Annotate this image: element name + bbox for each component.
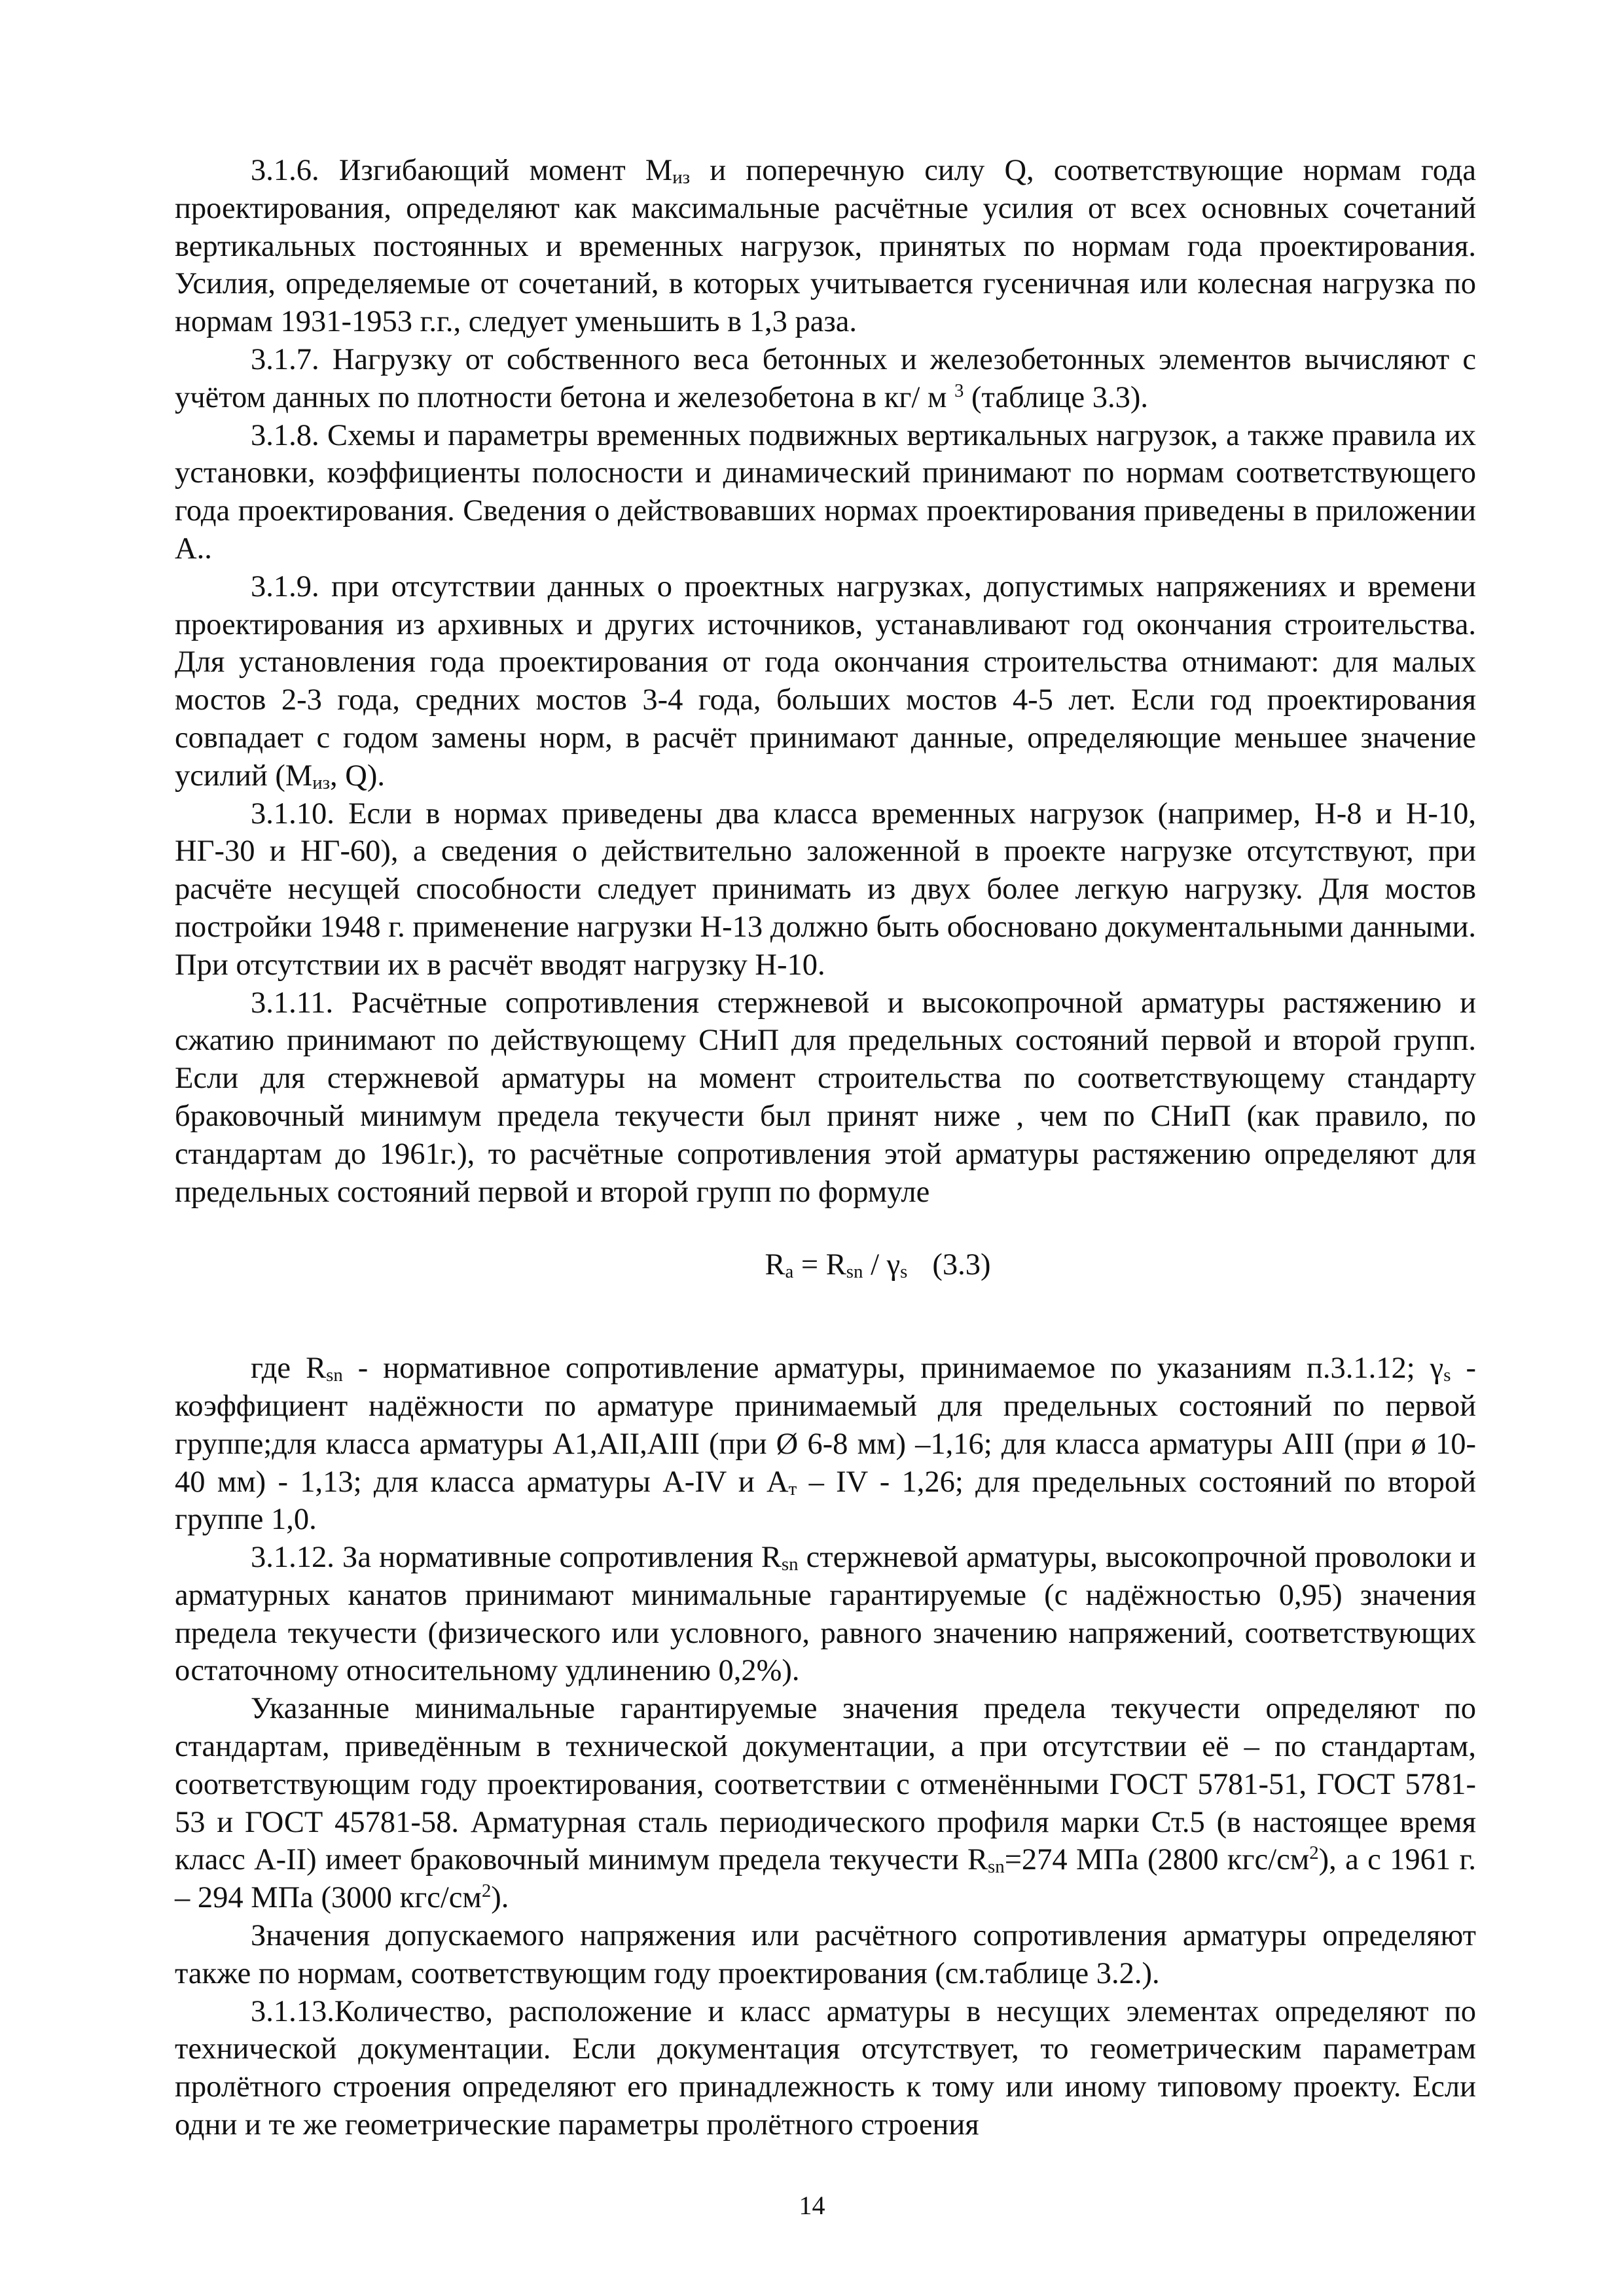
symbol-r-sn: $R_{sn}$ [967,1843,1005,1878]
text-run: (таблице 3.3). [964,380,1149,414]
paragraph-3-1-9 [175,568,1476,795]
paragraph-min-values: Указанные минимальные гарантируемые значения предела текучести определяют по стандартам, приведённым в технической документации, а при отсутствии её – по стандартам, соответствующим году проектирования, соответствии с отменёнными ГОСТ 5781-51, ГОСТ 5781-53 и ГОСТ 45781-58. Арматурная сталь периодического профиля марки Ст.5 (в настоящее время класс А-II) имеет браковочный минимум предела текучести $R_{sn}=274$ МПа (2800 кгс/$см^2$), а с 1961 г. – 294 МПа (3000 кгс/$см^2$). [175,1692,1477,1915]
symbol-a-t: $А_т$ [767,1465,797,1499]
paragraph-3-1-11: 3.1.11. Расчётные сопротивления стержневой и высокопрочной арматуры растяжению и сжатию принимают по действующему СНиП для предельных состояний первой и второй групп. Если для стержневой арматуры на момент строительства по соответствующему стандарту браковочный минимум предела текучести был принят ниже , чем по СНиП (как правило, по стандартам до 1961г.), то расчётные сопротивления этой арматуры растяжению определяют для предельных состояний первой и второй групп по формуле [175,986,1476,1209]
superscript-3: 3 [954,380,964,401]
body-text [175,152,1476,2144]
paragraph-3-1-12: 3.1.12. За нормативные сопротивления $R_{sn}$ стержневой арматуры, высокопрочной проволоки и арматурных канатов принимают минимальные гарантируемые (с надёжностью 0,95) значения предела текучести (физического или условного, равного значению напряжений, соответствующих остаточному относительному удлинению 0,2%). [175,1541,1476,1688]
text-run: 3.1.7. Нагрузку от собственного веса бетонных и железобетонных элементов вычисляют с учётом данных по плотности бетона и железобетона в кг/ м [175,342,1476,414]
formula-3-3: $R_a = R_{sn} / \gamma_s$ (3.3) [765,1248,991,1283]
paragraph-3-1-6 [175,152,1476,341]
text-run: 3.1.6. Изгибающий момент [251,154,645,187]
text-run: , Q). [330,759,385,793]
page-number: 14 [799,2191,825,2220]
symbol-m-iz: $M_{из}$ [285,759,331,793]
symbol-m-iz: $M_{из}$ [645,154,691,188]
paragraph-3-1-7 [175,341,1476,417]
paragraph-where: где $R_{sn}$ - нормативное сопротивление арматуры, принимаемое по указаниям п.3.1.12; $\gamma_s$ - коэффициент надёжности по арматуре принимаемый для предельных состояний по первой группе;для класса арматуры А1,АII,АIII (при Ø 6-8 мм) –1,16; для класса арматуры АIII (при ø 10-40 мм) - 1,13; для класса арматуры А-IV и $А_т$ – IV - 1,26; для предельных состояний по второй группе 1,0. [175,1352,1476,1537]
formula-number: (3.3) [932,1248,991,1282]
symbol-r-sn: $R_{sn}$ [306,1352,343,1386]
paragraph-3-1-10: 3.1.10. Если в нормах приведены два класса временных нагрузок (например, Н-8 и Н-10, НГ-30 и НГ-60), а сведения о действительно заложенной в проекте нагрузке отсутствуют, при расчёте несущей способности следует принимать из двух более легкую нагрузку. Для мостов постройки 1948 г. применение нагрузки Н-13 должно быть обосновано документальными данными. При отсутствии их в расчёт вводят нагрузку Н-10. [175,797,1476,982]
paragraph-3-1-8: 3.1.8. Схемы и параметры временных подвижных вертикальных нагрузок, а также правила их установки, коэффициенты полосности и динамический принимают по нормам соответствующего года проектирования. Сведения о действовавших нормах проектирования приведены в приложении А.. [175,418,1476,565]
paragraph-3-1-13: 3.1.13.Количество, расположение и класс арматуры в несущих элементах определяют по технической документации. Если документация отсутствует, то геометрическим параметрам пролётного строения определяют его принадлежность к тому или иному типовому проекту. Если одни и те же геометрические параметры пролётного строения [175,1994,1476,2142]
symbol-gamma-s: $\gamma_s$ [1430,1352,1451,1386]
paragraph-allowable-stress: Значения допускаемого напряжения или расчётного сопротивления арматуры определяют также по нормам, соответствующим году проектирования (см.таблице 3.2.). [175,1919,1476,1990]
symbol-r-sn: $R_{sn}$ [761,1541,799,1575]
text-run: 3.1.9. при отсутствии данных о проектных нагрузках, допустимых напряжениях и времени проектирования из архивных и других источников, устанавливают год окончания строительства. Для установления года проектирования от года окончания строительства отнимают: для малых мостов 2-3 года, средних мостов 3-4 года, больших мостов 4-5 лет. Если год проектирования совпадает с годом замены норм, в расчёт принимают данные, определяющие меньшее значение усилий ( [175,569,1476,793]
text-run: и поперечную силу Q, соответствующие нормам года проектирования, определяют как максимальные расчётные усилия от всех основных сочетаний вертикальных постоянных и временных нагрузок, принятых по нормам года проектирования. Усилия, определяемые от сочетаний, в которых учитывается гусеничная или колесная нагрузка по нормам 1931-1953 г.г., следует уменьшить в 1,3 раза. [175,154,1476,339]
